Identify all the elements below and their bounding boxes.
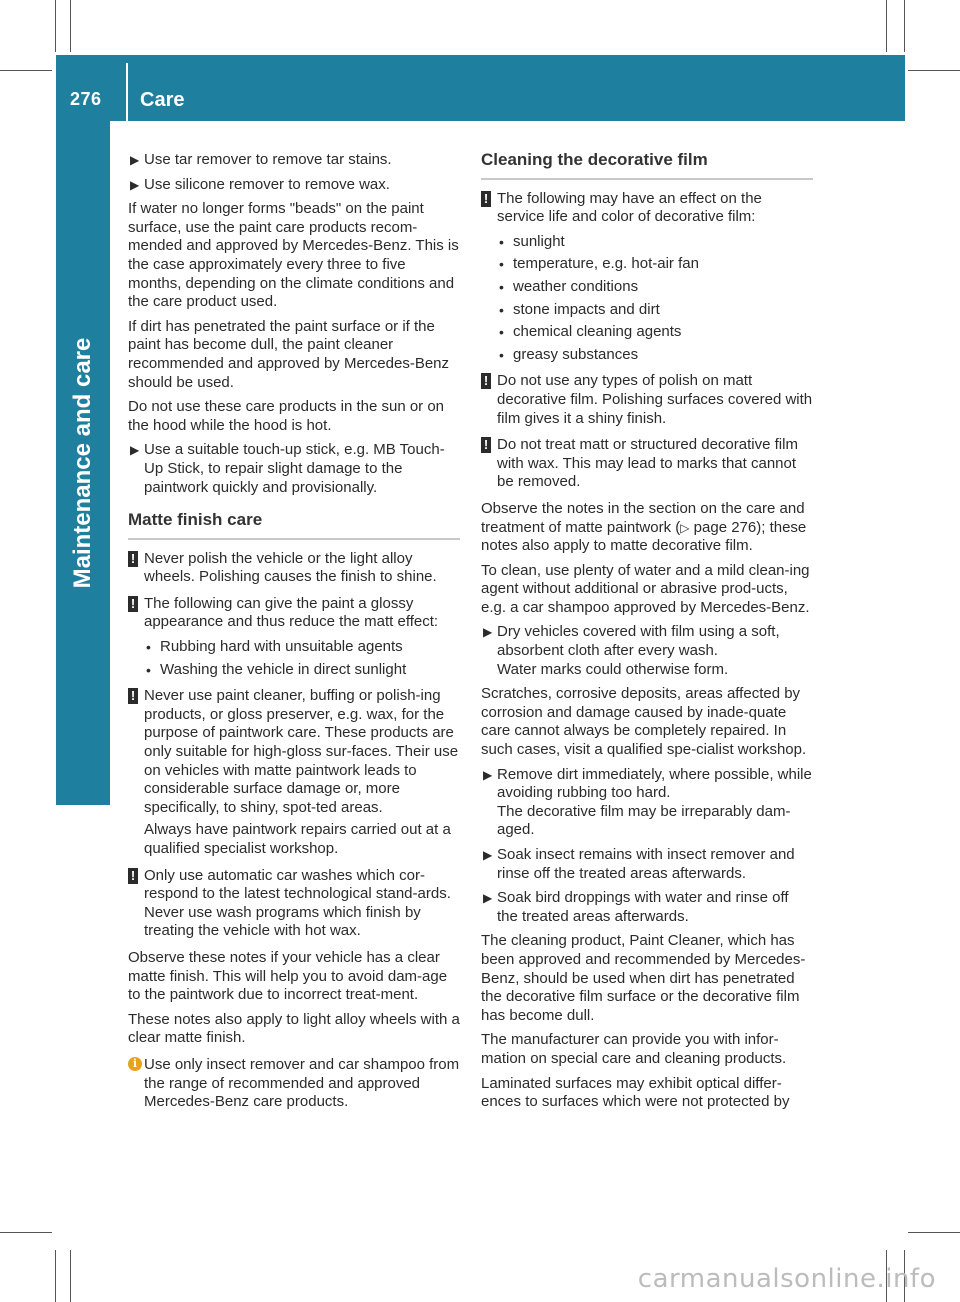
warning-text: Never polish the vehicle or the light alloy wheels. Polishing causes the finish to shine.	[144, 549, 437, 586]
section-heading: Cleaning the decorative film	[481, 151, 813, 180]
instruction	[481, 889, 813, 926]
list-item: • temperature, e.g. hot-air fan	[499, 255, 699, 273]
arrow-right-icon: ▶	[483, 891, 493, 906]
instruction	[128, 441, 460, 497]
section-heading: Matte finish care	[128, 511, 460, 540]
crop-mark	[908, 70, 960, 71]
bullet-icon: •	[499, 278, 504, 295]
warning-note	[128, 595, 460, 679]
instruction-subtext: Water marks could otherwise form.	[497, 660, 729, 678]
crop-mark	[0, 70, 52, 71]
warning-text: The following can give the paint a glossy appearance and thus reduce the matt effect:	[144, 594, 439, 631]
bullet-icon: •	[499, 256, 504, 273]
instruction	[128, 176, 460, 195]
warning-note	[481, 372, 813, 428]
page-title: Care	[140, 89, 185, 111]
instruction-text: Use tar remover to remove tar stains.	[144, 151, 392, 168]
arrow-right-icon: ▶	[483, 625, 493, 640]
paragraph: These notes also apply to light alloy wheels with a clear matte finish.	[128, 1010, 460, 1047]
instruction-subtext: The decorative film may be irreparably dam-aged.	[497, 802, 791, 839]
warning-note	[481, 190, 813, 365]
paragraph: If dirt has penetrated the paint surface or if the paint has become dull, the paint cleaner recommended and approved by Mercedes-Benz should be used.	[128, 317, 450, 391]
watermark: carmanualsonline.info	[637, 1264, 936, 1294]
instruction-text: Soak insect remains with insect remover and rinse off the treated areas afterwards.	[497, 846, 795, 882]
list-item: • chemical cleaning agents	[499, 323, 682, 341]
warning-note	[128, 867, 460, 941]
instruction	[481, 623, 813, 679]
arrow-right-icon: ▶	[483, 848, 493, 862]
warning-text: Do not use any types of polish on matt decorative film. Polishing surfaces covered with film gives it a shiny finish.	[497, 372, 813, 427]
page-ref-icon: ▷	[680, 520, 690, 535]
instruction-text: Use silicone remover to remove wax.	[144, 175, 390, 193]
instruction-text: Dry vehicles covered with film using a soft, absorbent cloth after every wash.	[497, 623, 780, 660]
info-note	[128, 1056, 460, 1112]
page-reference-link[interactable]: page 276	[693, 518, 757, 536]
arrow-right-icon: ▶	[130, 177, 140, 192]
warning-text: Always have paintwork repairs carried out at a qualified specialist workshop.	[144, 821, 451, 857]
bullet-icon: •	[499, 233, 504, 250]
bullet-list	[497, 233, 813, 365]
crop-mark	[904, 0, 905, 52]
crop-mark	[908, 1232, 960, 1233]
chapter-tab-label: Maintenance and care	[69, 337, 96, 589]
warning-text: The following may have an effect on the service life and color of decorative film:	[497, 189, 762, 226]
paragraph: The cleaning product, Paint Cleaner, which has been approved and recommended by Mercedes-Benz, should be used when dirt has penetrated the decorative film surface or the decorative film has become dull.	[481, 932, 806, 1024]
paragraph: Laminated surfaces may exhibit optical differ-ences to surfaces which were not protected by	[481, 1074, 790, 1111]
paragraph: The manufacturer can provide you with infor-mation on special care and cleaning products.	[481, 1031, 787, 1067]
warning-text: Do not treat matt or structured decorative film with wax. This may lead to marks that cannot be removed.	[497, 436, 798, 491]
bullet-list	[144, 638, 460, 679]
header-divider	[126, 63, 128, 121]
crop-mark	[55, 0, 56, 52]
left-column	[128, 151, 460, 1120]
exclamation-icon: !	[481, 373, 491, 389]
bullet-icon: •	[146, 661, 151, 678]
info-text: Use only insect remover and car shampoo from the range of recommended and approved Mercedes-Benz care products.	[144, 1055, 460, 1111]
exclamation-icon: !	[481, 437, 491, 453]
chapter-tab	[56, 121, 110, 805]
list-item: • greasy substances	[499, 345, 639, 363]
paragraph: Observe these notes if your vehicle has a clear matte finish. This will help you to avoid dam-age to the paintwork due to incorrect treat-ment.	[128, 948, 448, 1004]
crop-mark	[70, 0, 71, 52]
exclamation-icon: !	[481, 191, 491, 207]
arrow-right-icon: ▶	[130, 443, 140, 458]
list-item: • weather conditions	[499, 277, 639, 295]
list-item: • stone impacts and dirt	[499, 300, 660, 318]
instruction	[481, 846, 813, 883]
paragraph: Do not use these care products in the sun or on the hood while the hood is hot.	[128, 398, 445, 434]
warning-note	[128, 550, 460, 587]
bullet-icon: •	[499, 301, 504, 318]
paragraph: To clean, use plenty of water and a mild clean-ing agent without additional or abrasive prod-ucts, e.g. a car shampoo approved by Mercedes-Benz.	[481, 561, 810, 616]
list-item: • sunlight	[499, 232, 565, 250]
instruction-text: Remove dirt immediately, where possible, while avoiding rubbing too hard.	[497, 765, 812, 802]
paragraph: Observe the notes in the section on the care and treatment of matte paintwork (▷ page 276); these notes also apply to matte decorative film.	[481, 499, 807, 555]
warning-text: Only use automatic car washes which cor-respond to the latest technological stand-ards. Never use wash programs which finish by treating the vehicle with hot wax.	[144, 866, 451, 940]
crop-mark	[886, 0, 887, 52]
exclamation-icon: !	[128, 868, 138, 884]
crop-mark	[55, 1250, 56, 1302]
crop-mark	[70, 1250, 71, 1302]
page-number: 276	[70, 89, 102, 109]
exclamation-icon: !	[128, 688, 138, 704]
bullet-icon: •	[146, 639, 151, 656]
crop-mark	[0, 1232, 52, 1233]
list-item: • Rubbing hard with unsuitable agents	[146, 638, 403, 656]
instruction-text: Soak bird droppings with water and rinse off the treated areas afterwards.	[497, 889, 789, 925]
arrow-right-icon: ▶	[130, 153, 140, 167]
warning-note	[481, 436, 813, 492]
list-item: • Washing the vehicle in direct sunlight	[146, 660, 407, 678]
instruction	[128, 151, 460, 170]
instruction-text: Use a suitable touch-up stick, e.g. MB Touch-Up Stick, to repair slight damage to the paintwork quickly and provisionally.	[144, 441, 445, 496]
exclamation-icon: !	[128, 596, 138, 612]
instruction	[481, 766, 813, 840]
right-column	[481, 151, 813, 1118]
info-icon: i	[128, 1057, 142, 1071]
exclamation-icon: !	[128, 551, 138, 567]
bullet-icon: •	[499, 346, 504, 363]
paragraph: Scratches, corrosive deposits, areas affected by corrosion and damage caused by inade-quate care cannot always be completely repaired. In such cases, visit a qualified spe-cialist workshop.	[481, 685, 807, 759]
arrow-right-icon: ▶	[483, 767, 493, 782]
warning-text: Never use paint cleaner, buffing or polish-ing products, or gloss preserver, e.g. wax, for the purpose of paintwork care. These products are only suitable for high-gloss sur-faces. Their use on vehicles with matte paintwork leads to considerable surface damage or, more specifically, to shiny, spot-ted areas.	[144, 687, 459, 816]
page-header	[56, 55, 905, 121]
paragraph: If water no longer forms "beads" on the paint surface, use the paint care products recom-mended and approved by Mercedes-Benz. This is the case approximately every three to five months, depending on the climate conditions and the care product used.	[128, 200, 459, 311]
warning-note	[128, 687, 460, 858]
bullet-icon: •	[499, 324, 504, 341]
